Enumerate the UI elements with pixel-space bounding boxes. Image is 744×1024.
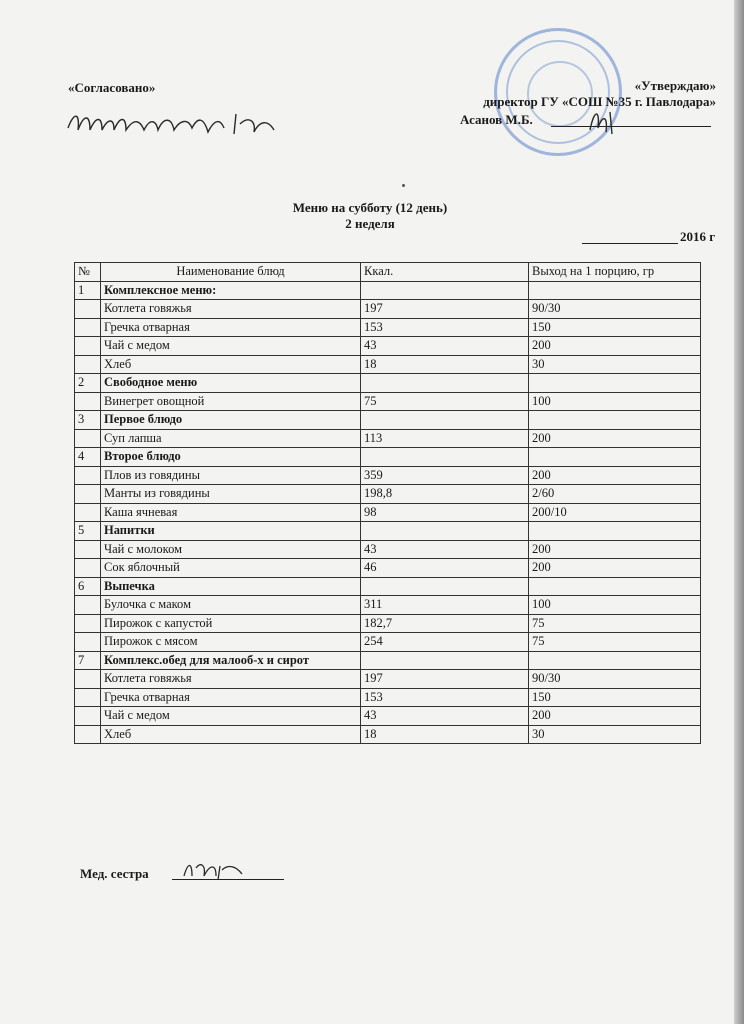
- category-row: [75, 374, 701, 393]
- cell-num: [75, 688, 101, 707]
- category-row: [75, 411, 701, 430]
- header-dish-name: Наименование блюд: [101, 263, 361, 282]
- cell-dish-name: Суп лапша: [101, 429, 361, 448]
- cell-dish-name: Сок яблочный: [101, 559, 361, 578]
- cell-portion: 150: [529, 318, 701, 337]
- category-row: [75, 577, 701, 596]
- cell-dish-name: Комплексное меню:: [101, 281, 361, 300]
- cell-portion: 100: [529, 392, 701, 411]
- cell-num: [75, 540, 101, 559]
- cell-dish-name: Булочка с маком: [101, 596, 361, 615]
- table-row: [75, 337, 701, 356]
- cell-portion: 200: [529, 429, 701, 448]
- cell-kcal: 46: [361, 559, 529, 578]
- approver-signature-line: [551, 126, 711, 127]
- agreed-label: «Согласовано»: [68, 80, 156, 95]
- cell-kcal: [361, 411, 529, 430]
- menu-table: [74, 262, 701, 744]
- cell-dish-name: Гречка отварная: [101, 688, 361, 707]
- cell-dish-name: Хлеб: [101, 725, 361, 744]
- cell-kcal: 98: [361, 503, 529, 522]
- cell-kcal: 359: [361, 466, 529, 485]
- cell-portion: [529, 448, 701, 467]
- cell-kcal: 197: [361, 300, 529, 319]
- cell-dish-name: Пирожок с мясом: [101, 633, 361, 652]
- cell-dish-name: Манты из говядины: [101, 485, 361, 504]
- cell-dish-name: Каша ячневая: [101, 503, 361, 522]
- cell-kcal: [361, 374, 529, 393]
- cell-kcal: 182,7: [361, 614, 529, 633]
- approve-label: «Утверждаю»: [634, 78, 716, 93]
- cell-portion: [529, 374, 701, 393]
- cell-portion: 90/30: [529, 300, 701, 319]
- cell-kcal: 18: [361, 355, 529, 374]
- approver-name: Асанов М.Б.: [460, 112, 533, 127]
- cell-num: 7: [75, 651, 101, 670]
- cell-portion: 200: [529, 559, 701, 578]
- cell-num: [75, 614, 101, 633]
- document-title: [250, 200, 490, 232]
- cell-num: [75, 725, 101, 744]
- scan-edge: [734, 0, 744, 1024]
- table-row: [75, 559, 701, 578]
- cell-portion: 200: [529, 337, 701, 356]
- cell-portion: 200/10: [529, 503, 701, 522]
- cell-dish-name: Хлеб: [101, 355, 361, 374]
- cell-kcal: 254: [361, 633, 529, 652]
- cell-kcal: 311: [361, 596, 529, 615]
- cell-dish-name: Винегрет овощной: [101, 392, 361, 411]
- scan-speck: [402, 184, 405, 187]
- cell-portion: 30: [529, 725, 701, 744]
- cell-num: [75, 355, 101, 374]
- cell-portion: 90/30: [529, 670, 701, 689]
- cell-dish-name: Комплекс.обед для малооб-х и сирот: [101, 651, 361, 670]
- cell-kcal: 75: [361, 392, 529, 411]
- approver-role: директор ГУ «СОШ №35 г. Павлодара»: [483, 94, 716, 109]
- cell-kcal: 43: [361, 540, 529, 559]
- cell-kcal: 43: [361, 707, 529, 726]
- cell-dish-name: Котлета говяжья: [101, 300, 361, 319]
- signature-nurse: [180, 858, 250, 882]
- cell-portion: 75: [529, 633, 701, 652]
- table-row: [75, 300, 701, 319]
- table-header-row: [75, 263, 701, 282]
- table-row: [75, 466, 701, 485]
- cell-num: [75, 318, 101, 337]
- table-row: [75, 485, 701, 504]
- official-stamp: [494, 28, 622, 156]
- cell-num: [75, 670, 101, 689]
- cell-num: 2: [75, 374, 101, 393]
- cell-kcal: [361, 577, 529, 596]
- cell-dish-name: Котлета говяжья: [101, 670, 361, 689]
- cell-dish-name: Второе блюдо: [101, 448, 361, 467]
- cell-dish-name: Выпечка: [101, 577, 361, 596]
- cell-num: [75, 503, 101, 522]
- cell-num: 1: [75, 281, 101, 300]
- cell-kcal: [361, 651, 529, 670]
- cell-dish-name: Свободное меню: [101, 374, 361, 393]
- signature-left: [64, 106, 284, 142]
- cell-portion: 150: [529, 688, 701, 707]
- header-portion: Выход на 1 порцию, гр: [529, 263, 701, 282]
- cell-portion: [529, 411, 701, 430]
- cell-portion: 200: [529, 707, 701, 726]
- cell-num: 6: [75, 577, 101, 596]
- title-line-1: Меню на субботу (12 день): [292, 200, 448, 215]
- cell-kcal: 153: [361, 688, 529, 707]
- cell-num: [75, 559, 101, 578]
- cell-portion: [529, 577, 701, 596]
- table-row: [75, 318, 701, 337]
- title-line-2: 2 неделя: [345, 216, 395, 231]
- table-row: [75, 392, 701, 411]
- table-row: [75, 503, 701, 522]
- date-line: [582, 243, 678, 244]
- cell-dish-name: Чай с медом: [101, 337, 361, 356]
- cell-dish-name: Напитки: [101, 522, 361, 541]
- cell-dish-name: Плов из говядины: [101, 466, 361, 485]
- nurse-label: Мед. сестра: [80, 866, 149, 881]
- cell-kcal: 18: [361, 725, 529, 744]
- cell-portion: 200: [529, 540, 701, 559]
- cell-dish-name: Чай с медом: [101, 707, 361, 726]
- cell-kcal: [361, 448, 529, 467]
- cell-portion: [529, 651, 701, 670]
- cell-num: [75, 466, 101, 485]
- cell-portion: [529, 522, 701, 541]
- cell-kcal: 197: [361, 670, 529, 689]
- table-row: [75, 614, 701, 633]
- table-row: [75, 355, 701, 374]
- cell-dish-name: Чай с молоком: [101, 540, 361, 559]
- table-row: [75, 725, 701, 744]
- cell-num: 5: [75, 522, 101, 541]
- cell-num: [75, 337, 101, 356]
- category-row: [75, 281, 701, 300]
- signature-right: [584, 106, 624, 136]
- cell-num: [75, 300, 101, 319]
- cell-dish-name: Пирожок с капустой: [101, 614, 361, 633]
- cell-num: [75, 429, 101, 448]
- cell-kcal: 198,8: [361, 485, 529, 504]
- menu-table-body: [75, 281, 701, 744]
- cell-portion: 30: [529, 355, 701, 374]
- cell-num: [75, 707, 101, 726]
- cell-kcal: 43: [361, 337, 529, 356]
- table-row: [75, 633, 701, 652]
- cell-num: 3: [75, 411, 101, 430]
- table-row: [75, 670, 701, 689]
- table-row: [75, 596, 701, 615]
- header-kcal: Ккал.: [361, 263, 529, 282]
- date-text: 2016 г: [680, 229, 716, 244]
- cell-portion: [529, 281, 701, 300]
- cell-portion: 100: [529, 596, 701, 615]
- header-num: №: [75, 263, 101, 282]
- cell-portion: 75: [529, 614, 701, 633]
- table-row: [75, 429, 701, 448]
- cell-kcal: 113: [361, 429, 529, 448]
- cell-kcal: [361, 281, 529, 300]
- table-row: [75, 707, 701, 726]
- cell-kcal: 153: [361, 318, 529, 337]
- cell-dish-name: Гречка отварная: [101, 318, 361, 337]
- category-row: [75, 448, 701, 467]
- cell-num: 4: [75, 448, 101, 467]
- cell-kcal: [361, 522, 529, 541]
- cell-portion: 200: [529, 466, 701, 485]
- table-row: [75, 540, 701, 559]
- table-row: [75, 688, 701, 707]
- category-row: [75, 651, 701, 670]
- cell-num: [75, 633, 101, 652]
- cell-num: [75, 596, 101, 615]
- cell-portion: 2/60: [529, 485, 701, 504]
- cell-dish-name: Первое блюдо: [101, 411, 361, 430]
- cell-num: [75, 485, 101, 504]
- cell-num: [75, 392, 101, 411]
- category-row: [75, 522, 701, 541]
